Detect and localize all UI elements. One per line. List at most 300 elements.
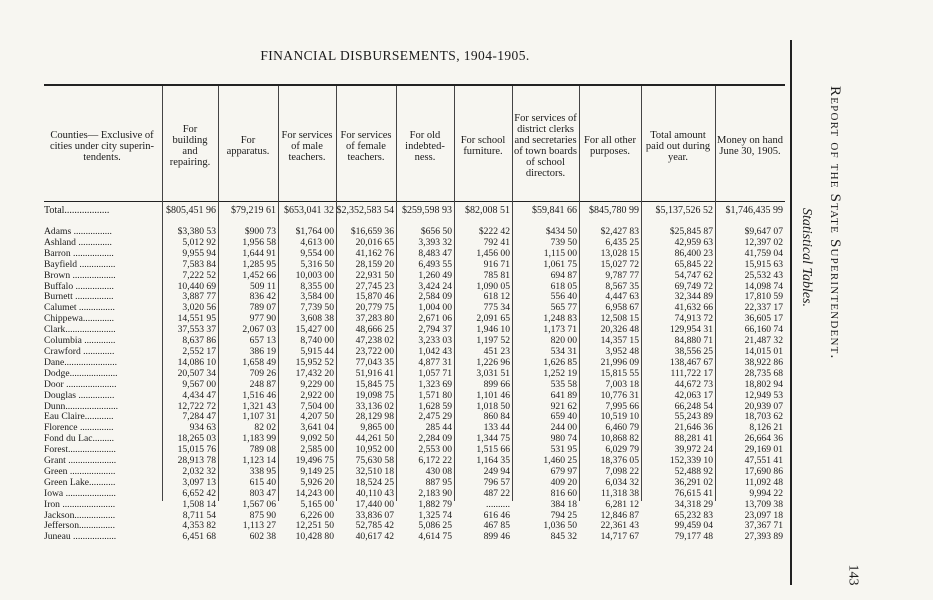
table-cell: 9,955 94: [182, 247, 216, 259]
total-value: $845,780 99: [589, 205, 639, 216]
table-cell: 3,097 13: [182, 476, 216, 488]
table-cell: 1,123 14: [242, 455, 276, 467]
table-cell: 9,092 50: [300, 433, 334, 445]
table-cell: 1,516 46: [242, 389, 276, 401]
column-header-female-teachers: For services of female teachers.: [340, 129, 392, 163]
table-cell: 8,126 21: [749, 422, 783, 434]
table-cell: 845 32: [550, 531, 577, 543]
male-teachers-values-column: [279, 227, 334, 543]
table-cell: 1,508 14: [182, 498, 216, 510]
column-header-school-furniture: For school furniture.: [460, 135, 506, 157]
table-cell: 18,265 03: [177, 433, 216, 445]
table-cell: 8,711 54: [182, 509, 216, 521]
table-cell: 3,952 48: [605, 345, 639, 357]
table-cell: 1,057 71: [418, 367, 452, 379]
table-cell: 3,641 04: [300, 422, 334, 434]
table-cell: 32,344 89: [674, 291, 713, 303]
table-cell: 12,949 53: [744, 389, 783, 401]
total-value: $259,598 93: [402, 205, 452, 216]
table-cell: 659 40: [550, 411, 577, 423]
table-cell: 9,149 25: [300, 465, 334, 477]
table-cell: 836 42: [249, 291, 276, 303]
table-cell: 6,172 22: [418, 455, 452, 467]
table-cell: 899 46: [483, 531, 510, 543]
table-cell: 14,357 15: [600, 335, 639, 347]
table-cell: 84,880 71: [674, 335, 713, 347]
table-cell: 12,722 72: [177, 400, 216, 412]
table-cell: 3,424 24: [418, 280, 452, 292]
table-cell: 641 89: [550, 389, 577, 401]
table-cell: 66,160 74: [744, 324, 783, 336]
table-cell: 20,326 48: [600, 324, 639, 336]
table-top-rule: [44, 84, 785, 86]
table-cell: 14,015 01: [744, 345, 783, 357]
table-cell: ..........: [486, 498, 510, 510]
county-name: Iowa .....................: [44, 488, 116, 499]
table-cell: 11,318 38: [600, 487, 639, 499]
county-name: Eau Claire............: [44, 412, 114, 423]
table-cell: 4,877 31: [418, 356, 452, 368]
table-cell: 803 47: [249, 487, 276, 499]
table-cell: 28,159 20: [355, 258, 394, 270]
table-cell: 8,637 86: [182, 335, 216, 347]
table-cell: 785 81: [483, 269, 510, 281]
table-cell: 65,232 83: [674, 509, 713, 521]
table-cell: 4,614 75: [418, 531, 452, 543]
table-cell: 8,567 35: [605, 280, 639, 292]
total-value: $805,451 96: [166, 205, 216, 216]
column-header-total-paid: Total amount paid out during year.: [645, 129, 711, 163]
county-name: Fond du Lac.........: [44, 434, 115, 445]
table-cell: 9,787 77: [605, 269, 639, 281]
column-header-other-purposes: For all other purposes.: [584, 135, 636, 157]
table-cell: 12,397 02: [744, 236, 783, 248]
table-cell: 7,995 66: [605, 400, 639, 412]
table-cell: 1,626 85: [543, 356, 577, 368]
table-cell: 52,488 92: [674, 465, 713, 477]
table-cell: 2,584 09: [418, 291, 452, 303]
table-cell: 14,243 00: [295, 487, 334, 499]
column-header-money-on-hand: Money on hand June 30, 1905.: [717, 135, 783, 157]
table-cell: 1,164 35: [476, 455, 510, 467]
county-name: Grant ....................: [44, 456, 117, 467]
table-cell: 37,367 71: [744, 520, 783, 532]
table-cell: 1,101 46: [476, 389, 510, 401]
table-cell: 980 74: [550, 433, 577, 445]
table-cell: 133 44: [483, 422, 510, 434]
table-cell: 32,510 18: [355, 465, 394, 477]
table-cell: 29,169 01: [744, 444, 783, 456]
table-cell: 10,952 00: [355, 444, 394, 456]
table-cell: 467 85: [483, 520, 510, 532]
table-cell: 5,086 25: [418, 520, 452, 532]
table-cell: 1,452 66: [242, 269, 276, 281]
table-cell: 99,459 04: [674, 520, 713, 532]
table-cell: 17,810 59: [744, 291, 783, 303]
table-cell: 6,435 25: [605, 236, 639, 248]
table-cell: 6,226 00: [300, 509, 334, 521]
table-cell: 28,735 68: [744, 367, 783, 379]
table-cell: 20,016 65: [355, 236, 394, 248]
table-cell: 54,747 62: [674, 269, 713, 281]
county-name: Bayfield ...............: [44, 259, 116, 270]
table-cell: 679 97: [550, 465, 577, 477]
table-cell: 3,584 00: [300, 291, 334, 303]
county-name: Burnett ................: [44, 292, 114, 303]
table-cell: 20,507 34: [177, 367, 216, 379]
old-indebtedness-values-column: [397, 227, 452, 543]
table-cell: 37,283 80: [355, 313, 394, 325]
table-cell: 1,090 05: [476, 280, 510, 292]
table-cell: 934 63: [189, 422, 216, 434]
table-cell: 25,532 43: [744, 269, 783, 281]
table-cell: 775 34: [483, 302, 510, 314]
table-cell: 1,344 75: [476, 433, 510, 445]
table-cell: 860 84: [483, 411, 510, 423]
table-cell: 8,483 47: [418, 247, 452, 259]
table-cell: 5,915 44: [300, 345, 334, 357]
column-header-old-indebtedness: For old indebted- ness.: [405, 129, 445, 163]
table-cell: 14,098 74: [744, 280, 783, 292]
table-cell: 1,252 19: [543, 367, 577, 379]
table-cell: 14,717 67: [600, 531, 639, 543]
column-header-district-clerks: For services of district clerks and secretaries of town boards of school directors.: [514, 113, 577, 179]
table-cell: 74,913 72: [674, 313, 713, 325]
table-cell: 40,110 43: [355, 487, 394, 499]
table-cell: 27,393 89: [744, 531, 783, 543]
table-cell: 1,515 66: [476, 444, 510, 456]
table-cell: 2,091 65: [476, 313, 510, 325]
table-cell: 4,207 50: [300, 411, 334, 423]
table-cell: 12,508 15: [600, 313, 639, 325]
table-cell: 42,063 17: [674, 389, 713, 401]
table-cell: 2,794 37: [418, 324, 452, 336]
table-cell: 47,238 02: [355, 335, 394, 347]
column-header-male-teachers: For services of male teachers.: [281, 129, 333, 163]
table-cell: 1,321 43: [242, 400, 276, 412]
table-cell: 7,739 50: [300, 302, 334, 314]
table-cell: $434 50: [545, 226, 577, 237]
table-cell: 10,440 69: [177, 280, 216, 292]
table-cell: 409 20: [550, 476, 577, 488]
table-cell: 6,958 67: [605, 302, 639, 314]
table-cell: 2,032 32: [182, 465, 216, 477]
table-cell: 17,432 20: [295, 367, 334, 379]
table-cell: 41,162 76: [355, 247, 394, 259]
table-cell: 44,672 73: [674, 378, 713, 390]
female-teachers-values-column: [336, 227, 394, 543]
table-cell: 9,554 00: [300, 247, 334, 259]
table-cell: 13,028 15: [600, 247, 639, 259]
county-name: Brown ..................: [44, 270, 116, 281]
table-cell: 244 00: [550, 422, 577, 434]
table-cell: 2,553 00: [418, 444, 452, 456]
table-cell: 152,339 10: [669, 455, 713, 467]
page-edge-rule: [790, 40, 792, 585]
table-cell: 789 08: [249, 444, 276, 456]
table-cell: 6,281 12: [605, 498, 639, 510]
county-name: Adams ................: [44, 227, 112, 237]
table-cell: 17,690 86: [744, 465, 783, 477]
table-cell: 3,020 56: [182, 302, 216, 314]
page-title: FINANCIAL DISBURSEMENTS, 1904-1905.: [260, 48, 530, 63]
table-cell: 9,567 00: [182, 378, 216, 390]
table-cell: 789 07: [249, 302, 276, 314]
table-cell: 657 13: [249, 335, 276, 347]
table-cell: 792 41: [483, 236, 510, 248]
table-cell: 44,261 50: [355, 433, 394, 445]
page-number: 143: [845, 564, 861, 586]
table-cell: 13,709 38: [744, 498, 783, 510]
table-cell: 5,012 92: [182, 236, 216, 248]
table-cell: 338 95: [249, 465, 276, 477]
table-cell: 28,129 98: [355, 411, 394, 423]
total-value: $653,041 32: [284, 205, 334, 216]
county-name: Florence ..............: [44, 423, 114, 434]
table-cell: 384 18: [550, 498, 577, 510]
table-cell: 1,226 96: [476, 356, 510, 368]
table-cell: 38,556 25: [674, 345, 713, 357]
table-cell: 51,916 41: [355, 367, 394, 379]
table-cell: 7,284 47: [182, 411, 216, 423]
table-cell: 111,722 17: [670, 367, 713, 379]
table-cell: 820 00: [550, 335, 577, 347]
table-cell: 88,281 41: [674, 433, 713, 445]
table-cell: 7,504 00: [300, 400, 334, 412]
table-cell: $25,845 87: [669, 226, 713, 237]
table-cell: 3,031 51: [476, 367, 510, 379]
table-cell: 79,177 48: [674, 531, 713, 543]
table-cell: 1,456 00: [476, 247, 510, 259]
table-cell: 15,915 63: [744, 258, 783, 270]
table-cell: 36,605 17: [744, 313, 783, 325]
table-cell: 6,451 68: [182, 531, 216, 543]
table-cell: 3,887 77: [182, 291, 216, 303]
table-cell: 1,183 99: [242, 433, 276, 445]
table-cell: 6,460 79: [605, 422, 639, 434]
county-name: Clark.....................: [44, 325, 116, 336]
table-cell: 15,815 55: [600, 367, 639, 379]
table-cell: 28,913 78: [177, 455, 216, 467]
table-cell: 22,931 50: [355, 269, 394, 281]
county-name: Buffalo ................: [44, 281, 114, 292]
table-cell: 739 50: [550, 236, 577, 248]
table-cell: 1,882 79: [418, 498, 452, 510]
table-cell: 26,664 36: [744, 433, 783, 445]
total-value: $5,137,526 52: [655, 205, 713, 216]
table-cell: 3,608 38: [300, 313, 334, 325]
table-cell: $900 73: [244, 226, 276, 237]
table-cell: 2,552 17: [182, 345, 216, 357]
table-cell: 10,776 31: [600, 389, 639, 401]
table-cell: 1,113 27: [242, 520, 276, 532]
table-cell: $1,764 00: [295, 226, 334, 237]
table-cell: 1,115 00: [543, 247, 577, 259]
table-cell: 5,316 50: [300, 258, 334, 270]
total-value: $79,219 61: [231, 205, 276, 216]
table-cell: 75,630 58: [355, 455, 394, 467]
school-furniture-values-column: [455, 227, 510, 543]
table-cell: 430 08: [425, 465, 452, 477]
county-name: Door .....................: [44, 379, 117, 390]
table-cell: 1,658 49: [242, 356, 276, 368]
table-cell: $222 42: [478, 226, 510, 237]
table-cell: 6,029 79: [605, 444, 639, 456]
table-cell: 12,846 87: [600, 509, 639, 521]
table-cell: 65,845 22: [674, 258, 713, 270]
table-cell: 709 26: [249, 367, 276, 379]
table-cell: $9,647 07: [744, 226, 783, 237]
table-cell: 18,376 05: [600, 455, 639, 467]
table-cell: 7,222 52: [182, 269, 216, 281]
section-title-text: Statistical Tables.: [799, 208, 814, 308]
table-cell: 41,759 04: [744, 247, 783, 259]
table-cell: 82 02: [254, 422, 276, 434]
table-cell: 36,291 02: [674, 476, 713, 488]
table-cell: 8,355 00: [300, 280, 334, 292]
table-cell: 10,868 82: [600, 433, 639, 445]
table-cell: 6,652 42: [182, 487, 216, 499]
table-cell: 42,959 63: [674, 236, 713, 248]
county-name: Douglas ...............: [44, 390, 115, 401]
table-cell: 48,666 25: [355, 324, 394, 336]
table-cell: 285 44: [425, 422, 452, 434]
table-cell: 794 25: [550, 509, 577, 521]
table-cell: 556 40: [550, 291, 577, 303]
table-cell: 6,493 55: [418, 258, 452, 270]
table-cell: 616 46: [483, 509, 510, 521]
county-name: Chippewa.............: [44, 314, 115, 325]
table-cell: 1,323 69: [418, 378, 452, 390]
column-header-counties: Counties— Exclusive of cities under city superin- tendents.: [49, 129, 155, 163]
table-cell: 1,325 74: [418, 509, 452, 521]
column-header-building: For building and repairing.: [169, 124, 211, 168]
building-values-column: [163, 227, 216, 543]
table-cell: 12,251 50: [295, 520, 334, 532]
table-cell: 9,229 00: [300, 378, 334, 390]
table-cell: 535 58: [550, 378, 577, 390]
table-cell: 899 66: [483, 378, 510, 390]
table-cell: 921 62: [550, 400, 577, 412]
county-name: Dodge....................: [44, 368, 118, 379]
table-cell: 618 12: [483, 291, 510, 303]
table-cell: $3,380 53: [177, 226, 216, 237]
table-cell: 487 22: [483, 487, 510, 499]
table-cell: 37,553 37: [177, 324, 216, 336]
running-title-text: Report of the State Superintendent.: [827, 86, 843, 360]
table-cell: 20,939 07: [744, 400, 783, 412]
table-cell: 21,487 32: [744, 335, 783, 347]
table-cell: 602 38: [249, 531, 276, 543]
table-cell: 249 94: [483, 465, 510, 477]
table-cell: 17,440 00: [355, 498, 394, 510]
county-name: Crawford .............: [44, 346, 115, 357]
table-cell: 1,173 71: [543, 324, 577, 336]
table-cell: 23,097 18: [744, 509, 783, 521]
county-name: Dunn......................: [44, 401, 119, 412]
table-cell: 15,427 00: [295, 324, 334, 336]
county-name: Dane......................: [44, 357, 118, 368]
money-on-hand-values-column: [716, 227, 783, 543]
table-cell: 1,285 95: [242, 258, 276, 270]
table-cell: 451 23: [483, 345, 510, 357]
table-cell: 41,632 66: [674, 302, 713, 314]
county-name: Green Lake...........: [44, 477, 116, 488]
table-cell: 38,922 86: [744, 356, 783, 368]
county-name: Green ...................: [44, 466, 116, 477]
table-cell: 2,922 00: [300, 389, 334, 401]
table-cell: 22,361 43: [600, 520, 639, 532]
table-cell: 1,946 10: [476, 324, 510, 336]
table-cell: 10,003 00: [295, 269, 334, 281]
table-cell: 10,519 10: [600, 411, 639, 423]
table-cell: 22,337 17: [744, 302, 783, 314]
table-cell: 3,393 32: [418, 236, 452, 248]
county-name: Jefferson...............: [44, 521, 115, 532]
table-cell: 11,092 48: [744, 476, 783, 488]
table-cell: 4,447 63: [605, 291, 639, 303]
table-cell: 4,613 00: [300, 236, 334, 248]
county-name: Barron .................: [44, 248, 114, 259]
table-cell: 138,467 67: [669, 356, 713, 368]
table-cell: 2,183 90: [418, 487, 452, 499]
county-name: Juneau ..................: [44, 532, 117, 543]
table-cell: 1,248 83: [543, 313, 577, 325]
table-cell: 534 31: [550, 345, 577, 357]
other-purposes-values-column: [580, 227, 639, 543]
table-cell: 19,098 75: [355, 389, 394, 401]
county-name: Ashland ..............: [44, 237, 112, 248]
table-cell: 1,107 31: [242, 411, 276, 423]
district-clerks-values-column: [513, 227, 577, 543]
table-cell: 386 19: [249, 345, 276, 357]
table-cell: 10,428 80: [295, 531, 334, 543]
table-cell: 509 11: [249, 280, 276, 292]
table-cell: 21,996 09: [600, 356, 639, 368]
total-paid-values-column: [642, 227, 713, 543]
table-cell: 1,042 43: [418, 345, 452, 357]
table-cell: 7,583 84: [182, 258, 216, 270]
table-cell: 1,018 50: [476, 400, 510, 412]
table-cell: 796 57: [483, 476, 510, 488]
table-cell: 15,015 76: [177, 444, 216, 456]
table-cell: $656 50: [420, 226, 452, 237]
total-row-label: Total..................: [44, 205, 110, 216]
table-cell: $2,427 83: [600, 226, 639, 237]
table-cell: 18,524 25: [355, 476, 394, 488]
table-cell: 1,567 06: [242, 498, 276, 510]
table-cell: 55,243 89: [674, 411, 713, 423]
table-cell: 1,061 75: [543, 258, 577, 270]
table-cell: 4,353 82: [182, 520, 216, 532]
table-cell: 33,136 02: [355, 400, 394, 412]
table-cell: 565 77: [550, 302, 577, 314]
table-cell: 27,745 23: [355, 280, 394, 292]
table-cell: $16,659 36: [350, 226, 394, 237]
total-value: $2,352,583 54: [336, 205, 394, 216]
table-cell: 7,098 22: [605, 465, 639, 477]
table-cell: 15,027 72: [600, 258, 639, 270]
table-cell: 86,400 23: [674, 247, 713, 259]
county-name: Columbia .............: [44, 336, 116, 347]
table-cell: 816 60: [550, 487, 577, 499]
total-value: $82,008 51: [465, 205, 510, 216]
table-cell: 9,865 00: [360, 422, 394, 434]
table-cell: 1,004 00: [418, 302, 452, 314]
table-cell: 875 90: [249, 509, 276, 521]
table-cell: 19,496 75: [295, 455, 334, 467]
table-cell: 618 05: [550, 280, 577, 292]
